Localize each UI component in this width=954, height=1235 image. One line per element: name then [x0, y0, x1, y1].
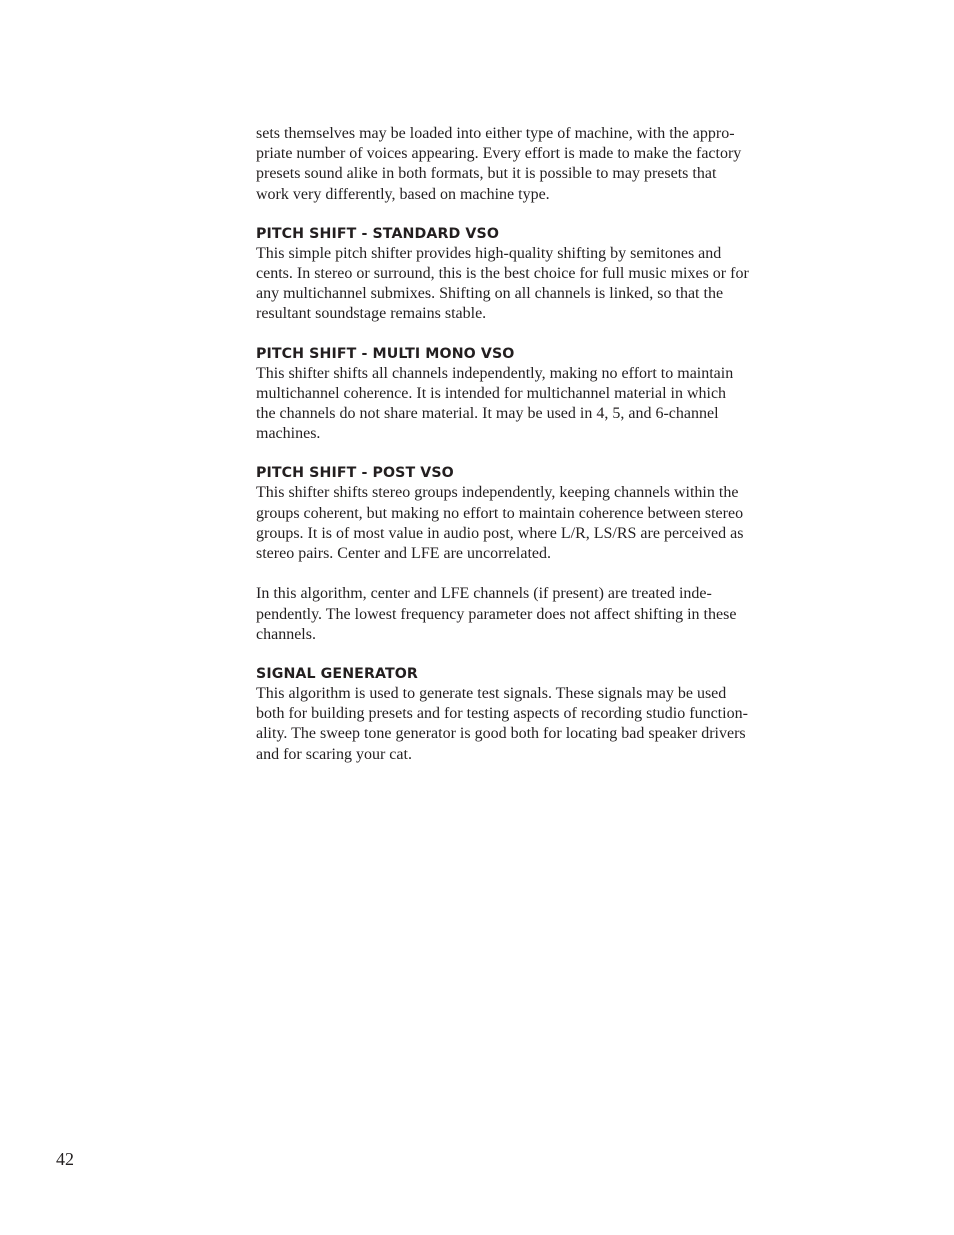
section-pitch-shift-standard-vso: [256, 224, 776, 325]
text-column: [256, 124, 776, 765]
section-pitch-shift-post-vso: [256, 463, 776, 645]
section-paragraph: In this algorithm, center and LFE channels (if present) are treated inde- pendently. The lowest frequency parameter does not affect shifting in these channels.: [256, 585, 737, 643]
section-paragraph: This shifter shifts all channels independently, making no effort to maintain multichannel coherence. It is intended for multichannel material in which the channels do not share material. It may be used in 4, 5, and 6-channel machines.: [256, 364, 734, 443]
section-paragraph: This simple pitch shifter provides high-quality shifting by semitones and cents. In stereo or surround, this is the best choice for full music mixes or for any multichannel submixes. Shifting on all channels is linked, so that the resultant soundstage remains stable.: [256, 244, 749, 323]
section-heading: PITCH SHIFT - MULTI MONO VSO: [256, 345, 515, 362]
section-heading: PITCH SHIFT - STANDARD VSO: [256, 225, 499, 242]
intro-paragraph: sets themselves may be loaded into either type of machine, with the appro- priate number of voices appearing. Every effort is made to make the factory presets sound alike in both formats, but it is possible to may presets that work very differently, based on machine type.: [256, 125, 742, 203]
section-paragraph: This algorithm is used to generate test signals. These signals may be used both for building presets and for testing aspects of recording studio function- ality. The sweep tone generator is good both for locating bad speaker drivers and for scaring your cat.: [256, 685, 748, 763]
page-number: 42: [56, 1149, 74, 1169]
section-heading: PITCH SHIFT - POST VSO: [256, 465, 454, 482]
section-paragraph: This shifter shifts stereo groups independently, keeping channels within the groups coherent, but making no effort to maintain coherence between stereo groups. It is of most value in audio post, where L/R, LS/RS are perceived as stereo pairs. Center and LFE are uncorrelated.: [256, 484, 744, 563]
section-signal-generator: [256, 664, 776, 765]
section-pitch-shift-multi-mono-vso: [256, 344, 776, 445]
section-heading: SIGNAL GENERATOR: [256, 666, 418, 683]
